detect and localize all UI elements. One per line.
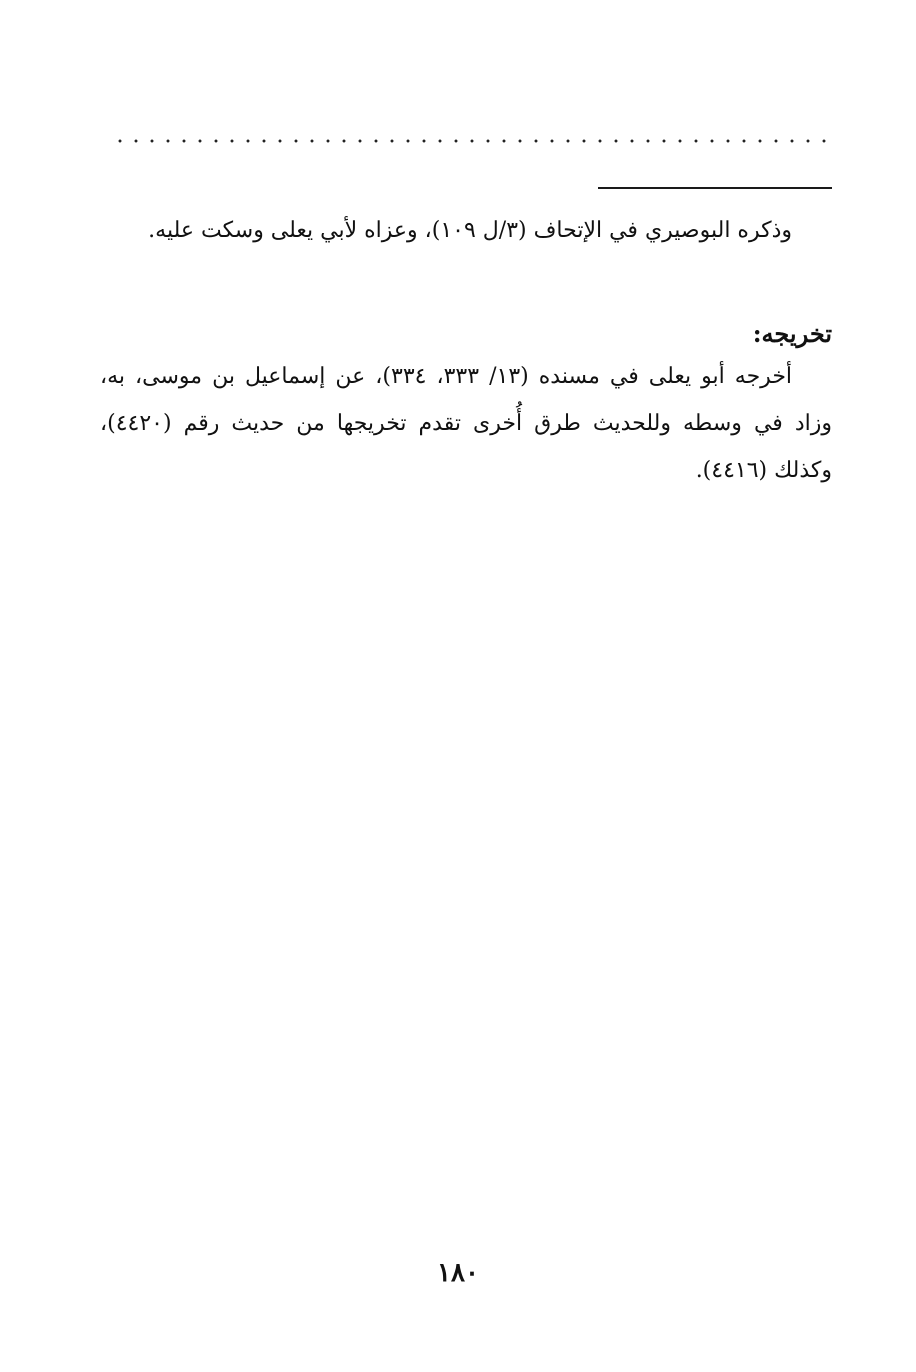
takhrij-paragraph: أخرجه أبو يعلى في مسنده (١٣/ ٣٣٣، ٣٣٤)، عن إسماعيل بن موسى، به، وزاد في وسطه وللحديث طرق أُخرى تقدم تخريجها من حديث رقم (٤٤٢٠)، وكذلك (٤٤١٦). — [100, 364, 832, 483]
page-number: ١٨٠ — [437, 1258, 479, 1288]
footnote-separator-line — [598, 187, 832, 189]
note-paragraph: وذكره البوصيري في الإتحاف (٣/ل ١٠٩)، وعزاه لأبي يعلى وسكت عليه. — [148, 218, 792, 243]
dotted-separator — [112, 138, 830, 144]
note-paragraph-block — [100, 207, 832, 254]
takhrij-paragraph-block — [100, 353, 832, 494]
takhrij-heading: تخريجه: — [752, 319, 832, 348]
